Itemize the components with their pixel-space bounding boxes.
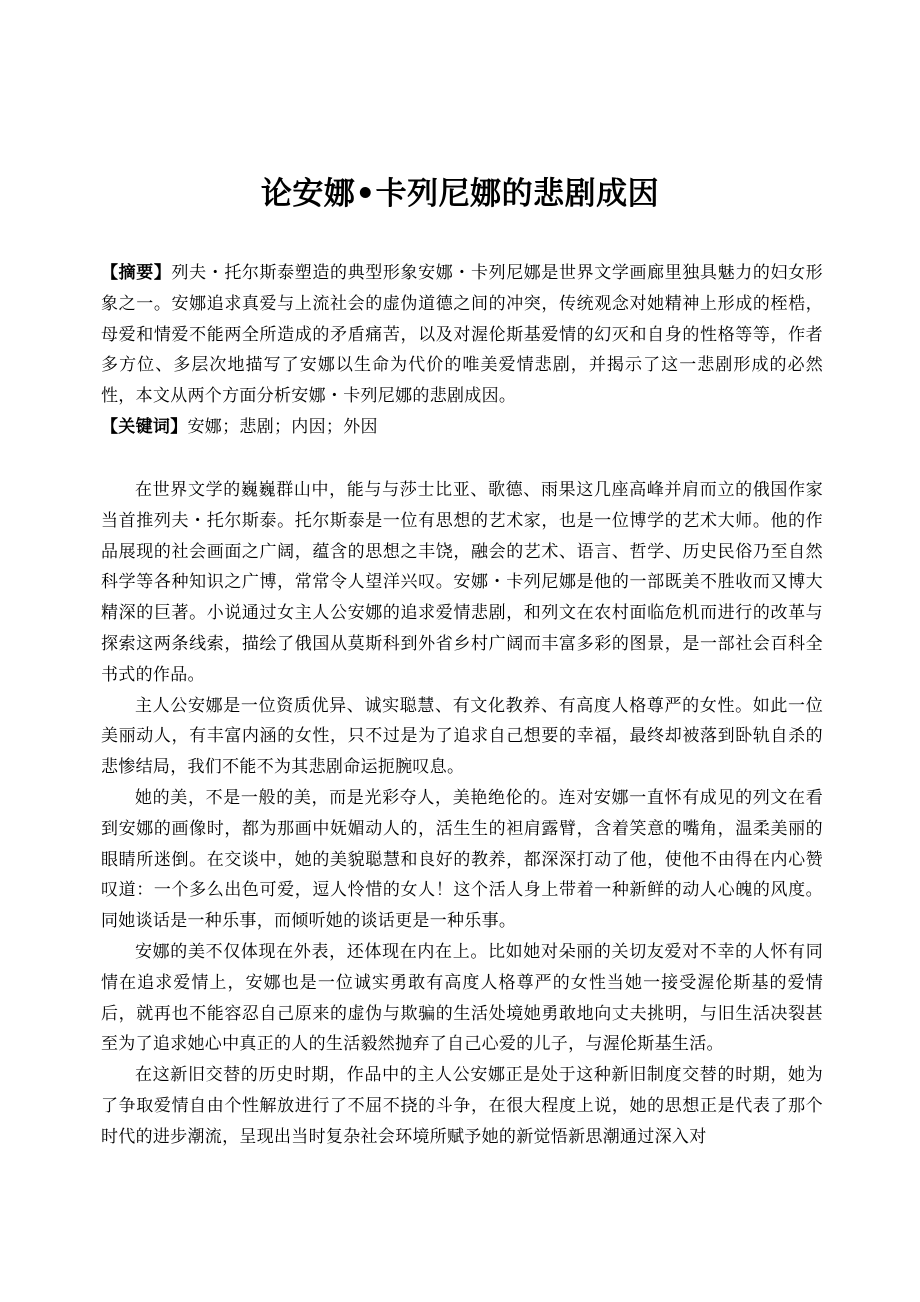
main-body — [101, 475, 823, 1153]
body-paragraph: 主人公安娜是一位资质优异、诚实聪慧、有文化教养、有高度人格尊严的女性。如此一位美丽动人，有丰富内涵的女性，只不过是为了追求自己想要的幸福，最终却被落到卧轨自杀的悲惨结局，我们不能不为其悲剧命运扼腕叹息。 — [101, 695, 823, 778]
abstract-paragraph — [101, 258, 823, 412]
keywords-paragraph — [101, 412, 823, 443]
abstract-text: 列夫・托尔斯泰塑造的典型形象安娜・卡列尼娜是世界文学画廊里独具魅力的妇女形象之一。安娜追求真爱与上流社会的虚伪道德之间的冲突，传统观念对她精神上形成的桎梏，母爱和情爱不能两全所造成的矛盾痛苦，以及对渥伦斯基爱情的幻灭和自身的性格等等，作者多方位、多层次地描写了安娜以生命为代价的唯美爱情悲剧，并揭示了这一悲剧形成的必然性，本文从两个方面分析安娜・卡列尼娜的悲剧成因。 — [101, 263, 823, 407]
keywords-text: 安娜；悲剧；内因；外因 — [187, 417, 378, 437]
body-paragraph: 安娜的美不仅体现在外表，还体现在内在上。比如她对朵丽的关切友爱对不幸的人怀有同情在追求爱情上，安娜也是一位诚实勇敢有高度人格尊严的女性当她一接受渥伦斯基的爱情后，就再也不能容忍自己原来的虚伪与欺骗的生活处境她勇敢地向丈夫挑明，与旧生活决裂甚至为了追求她心中真正的人的生活毅然抛弃了自己心爱的儿子，与渥伦斯基生活。 — [101, 941, 823, 1055]
body-paragraph: 在这新旧交替的历史时期，作品中的主人公安娜正是处于这种新旧制度交替的时期，她为了争取爱情自由个性解放进行了不屈不挠的斗争，在很大程度上说，她的思想正是代表了那个时代的进步潮流，呈现出当时复杂社会环境所赋予她的新觉悟新思潮通过深入对 — [101, 1065, 823, 1147]
abstract-section — [101, 258, 823, 412]
page-title: 论安娜•卡列尼娜的悲剧成因 — [260, 176, 660, 212]
abstract-label: 【摘要】 — [101, 263, 172, 283]
body-paragraph: 她的美，不是一般的美，而是光彩夺人，美艳绝伦的。连对安娜一直怀有成见的列文在看到安娜的画像时，都为那画中妩媚动人的，活生生的袒肩露臂，含着笑意的嘴角，温柔美丽的眼睛所迷倒。在交谈中，她的美貌聪慧和良好的教养，都深深打动了他，使他不由得在内心赞叹道：一个多么出色可爱，逗人怜惜的女人！这个活人身上带着一种新鲜的动人心魄的风度。同她谈话是一种乐事，而倾听她的谈话更是一种乐事。 — [101, 787, 823, 932]
keywords-label: 【关键词】 — [101, 417, 188, 437]
keywords-section — [101, 412, 823, 443]
body-paragraph: 在世界文学的巍巍群山中，能与与莎士比亚、歌德、雨果这几座高峰并肩而立的俄国作家当首推列夫・托尔斯泰。托尔斯泰是一位有思想的艺术家，也是一位博学的艺术大师。他的作品展现的社会画面之广阔，蕴含的思想之丰饶，融会的艺术、语言、哲学、历史民俗乃至自然科学等各种知识之广博，常常令人望洋兴叹。安娜・卡列尼娜是他的一部既美不胜收而又博大精深的巨著。小说通过女主人公安娜的追求爱情悲剧，和列文在农村面临危机而进行的改革与探索这两条线索，描绘了俄国从莫斯科到外省乡村广阔而丰富多彩的图景，是一部社会百科全书式的作品。 — [101, 480, 823, 685]
